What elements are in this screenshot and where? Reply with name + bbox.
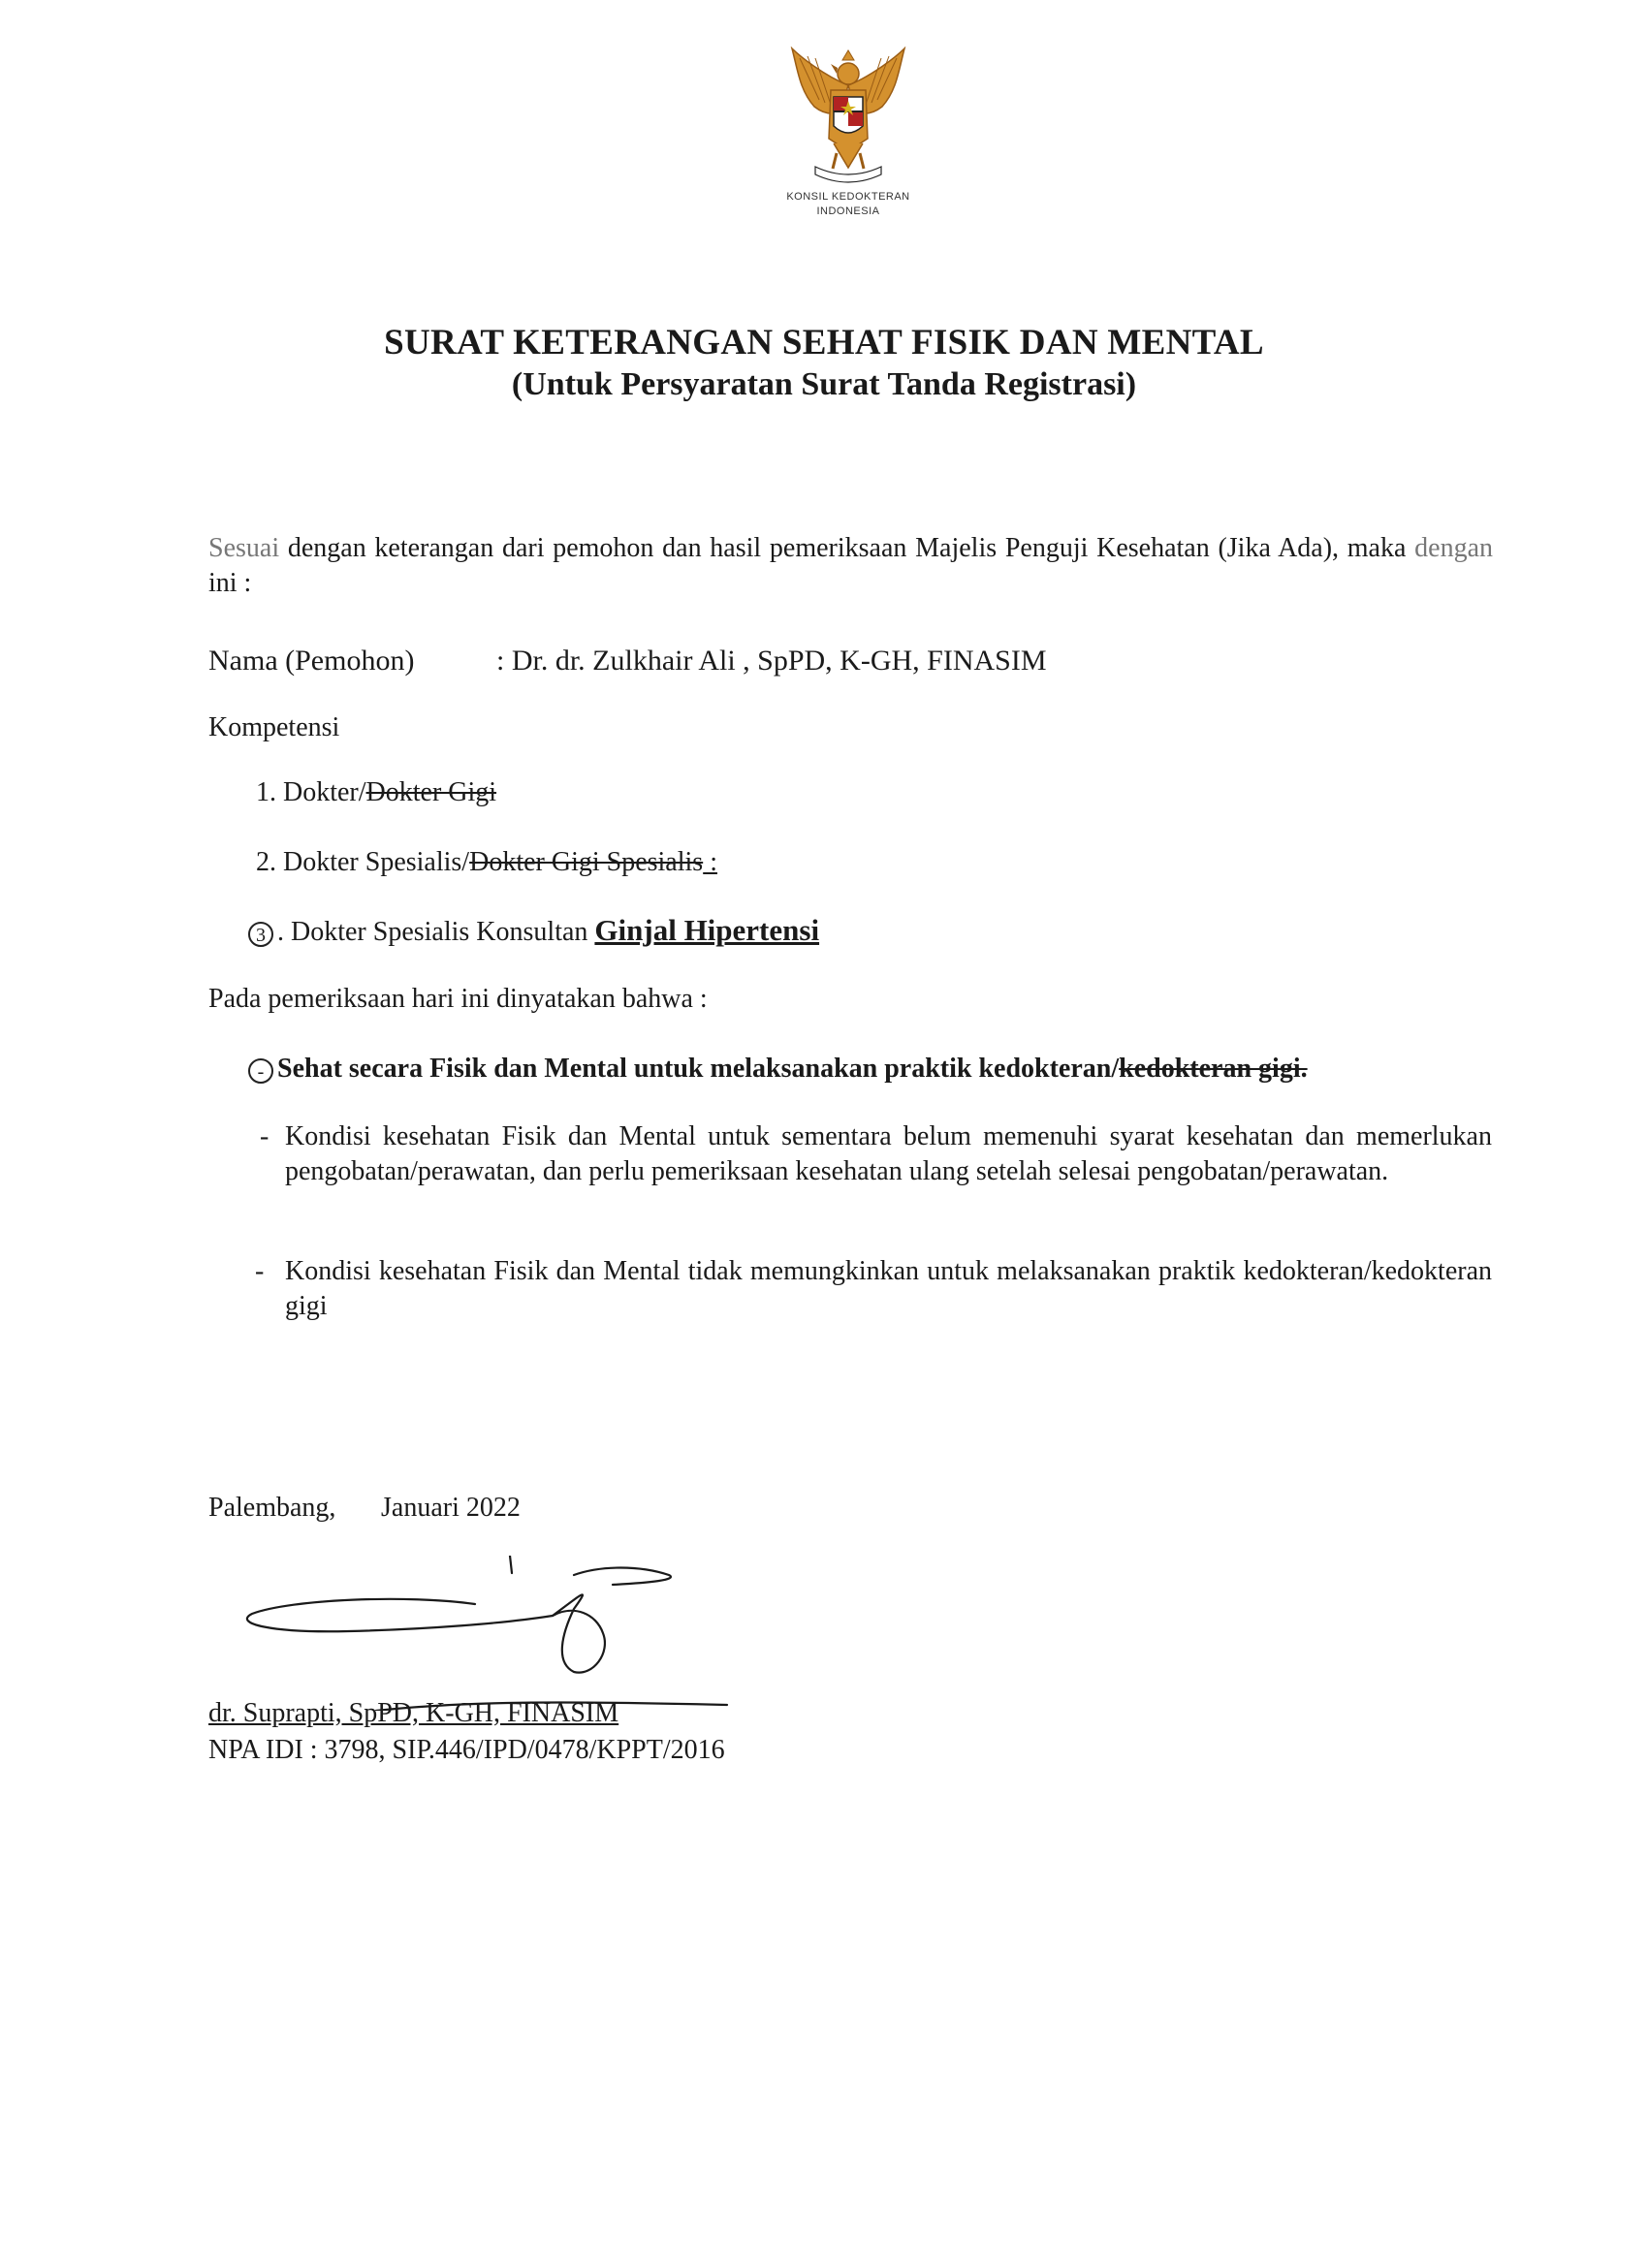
date: Januari 2022 <box>381 1493 521 1523</box>
document-subtitle: (Untuk Persyaratan Surat Tanda Registrasi) <box>511 366 1137 402</box>
specialty: Ginjal Hipertensi <box>594 913 820 947</box>
signer-id: NPA IDI : 3798, SIP.446/IPD/0478/KPPT/2016 <box>208 1735 725 1765</box>
signer-name: dr. Suprapti, SpPD, K-GH, FINASIM <box>208 1698 619 1728</box>
applicant-label: Nama (Pemohon) <box>208 645 415 677</box>
selected-marker: - <box>248 1058 273 1084</box>
exam-option-3: Kondisi kesehatan Fisik dan Mental tidak memungkinkan untuk melaksanakan praktik kedokteran/kedokteran gigi <box>285 1256 1492 1321</box>
exam-option-dash: - <box>260 1121 269 1151</box>
competence-heading: Kompetensi <box>208 712 340 742</box>
garuda-emblem-icon <box>780 47 916 192</box>
competence-item-2: 2. Dokter Spesialis/Dokter Gigi Spesialis : <box>256 847 717 877</box>
competence-item-3: 3 . Dokter Spesialis Konsultan Ginjal Hipertensi <box>248 913 819 950</box>
document-title: SURAT KETERANGAN SEHAT FISIK DAN MENTAL <box>384 323 1264 362</box>
applicant-name: : Dr. dr. Zulkhair Ali , SpPD, K-GH, FINASIM <box>496 645 1047 677</box>
place: Palembang, <box>208 1493 336 1523</box>
exam-option-dash: - <box>255 1256 265 1286</box>
exam-option-2: Kondisi kesehatan Fisik dan Mental untuk sementara belum memenuhi syarat kesehatan dan memerlukan pengobatan/perawatan, dan perlu pemeriksaan kesehatan ulang setelah selesai pengobatan/perawatan. <box>285 1121 1492 1186</box>
exam-option-selected: - Sehat secara Fisik dan Mental untuk melaksanakan praktik kedokteran/kedokteran gigi. <box>248 1052 1308 1087</box>
intro-paragraph: Sesuai dengan keterangan dari pemohon dan hasil pemeriksaan Majelis Penguji Kesehatan (Jika Ada), maka dengan ini : <box>208 533 1493 598</box>
organization-name: KONSIL KEDOKTERAN INDONESIA <box>786 191 910 217</box>
selected-marker: 3 <box>248 922 273 947</box>
competence-item-1: 1. Dokter/Dokter Gigi <box>256 777 497 807</box>
exam-heading: Pada pemeriksaan hari ini dinyatakan bahwa : <box>208 984 708 1014</box>
handwritten-signature-icon <box>233 1556 737 1711</box>
